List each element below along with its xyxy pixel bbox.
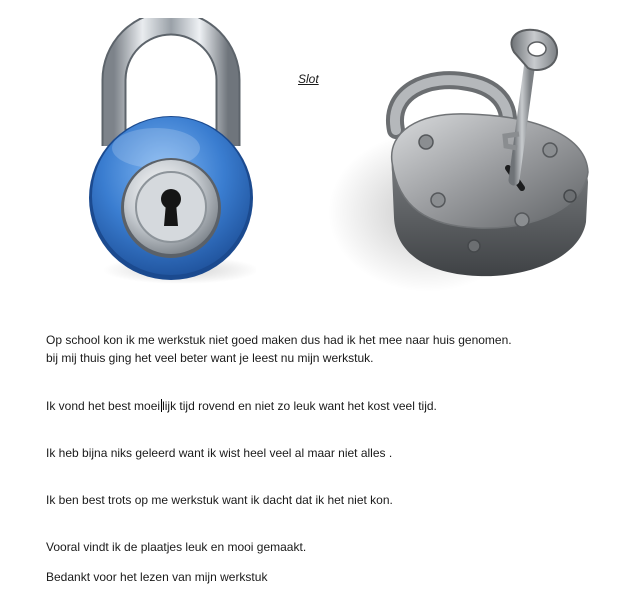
paragraph-thanks: Bedankt voor het lezen van mijn werkstuk [46, 570, 268, 584]
paragraph-text-after-caret: lijk tijd rovend en niet zo leuk want het kost veel tijd. [162, 399, 437, 413]
paragraph-learned: Ik heb bijna niks geleerd want ik wist heel veel al maar niet alles . [46, 446, 393, 460]
paragraph-pictures: Vooral vindt ik de plaatjes leuk en mooi gemaakt. [46, 540, 307, 554]
paragraph-proud: Ik ben best trots op me werkstuk want ik dacht dat ik het niet kon. [46, 493, 393, 507]
paragraph-text-before-caret: Ik vond het best moei [46, 399, 161, 413]
paragraph-line: bij mij thuis ging het veel beter want je leest nu mijn werkstuk. [46, 351, 374, 365]
grey-padlock-with-key-icon [318, 22, 624, 304]
document-title: Slot [298, 72, 319, 86]
paragraph-line: Op school kon ik me werkstuk niet goed maken dus had ik het mee naar huis genomen. [46, 333, 512, 347]
blue-padlock-icon [86, 18, 256, 288]
paragraph-intro [46, 331, 512, 367]
paragraph-opinion [46, 397, 437, 415]
